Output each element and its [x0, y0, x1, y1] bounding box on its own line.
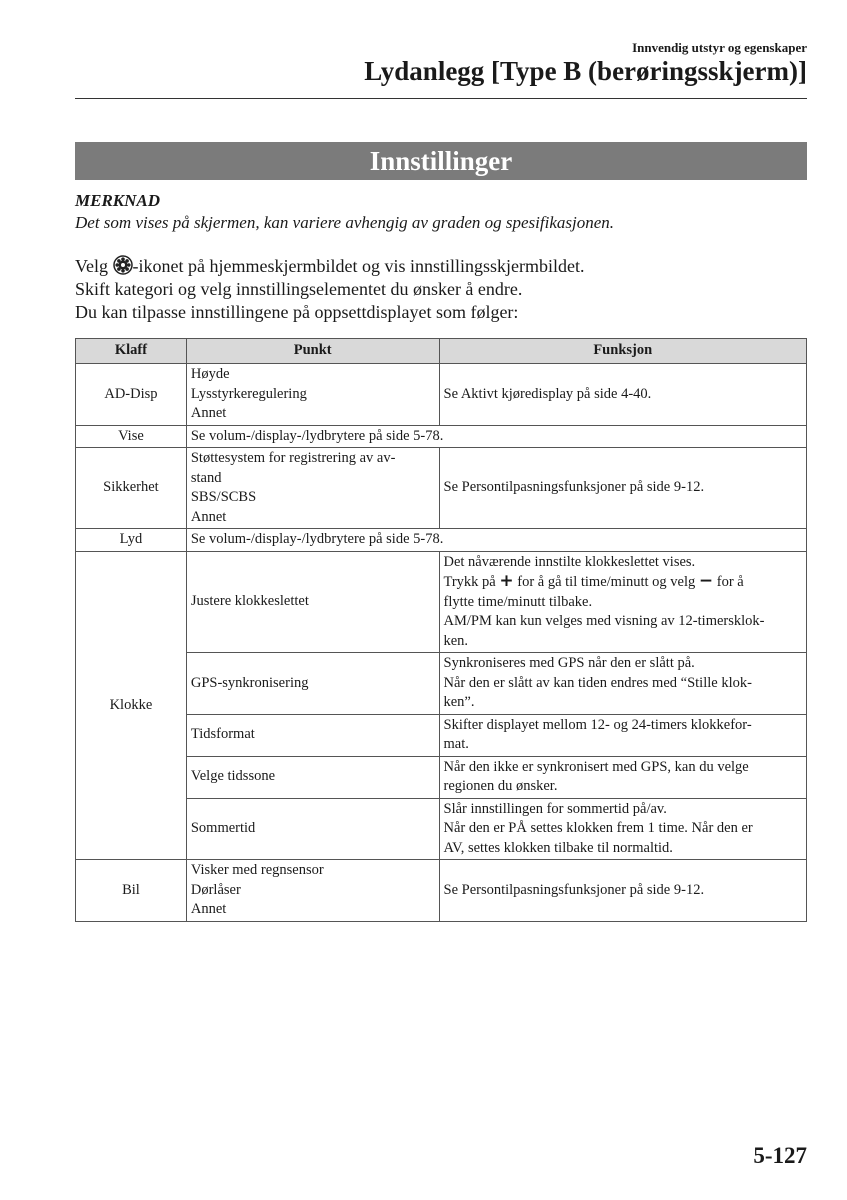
- header-funksjon: Funksjon: [439, 339, 807, 364]
- section-title-bar: Innstillinger: [75, 142, 807, 180]
- funksjon-line: AM/PM kan kun velges med visning av 12-timersklok-: [443, 613, 765, 629]
- intro-line-1-end: -ikonet på hjemmeskjermbildet og vis innstillingsskjermbildet.: [132, 256, 585, 276]
- punkt-cell: [186, 860, 439, 922]
- klaff-cell: Sikkerhet: [76, 448, 187, 529]
- funksjon-line: ken.: [443, 632, 469, 649]
- intro-line-2: Skift kategori og velg innstillingselementet du ønsker å endre.: [75, 279, 523, 299]
- table-row: [76, 425, 807, 448]
- table-row: [76, 448, 807, 529]
- settings-table: [75, 338, 807, 922]
- punkt-line: stand: [190, 469, 222, 486]
- note-text: Det som vises på skjermen, kan variere avhengig av graden og spesifikasjonen.: [75, 213, 615, 232]
- intro-line-3: Du kan tilpasse innstillingene på oppsettdisplayet som følger:: [75, 302, 519, 322]
- funksjon-cell: [439, 714, 807, 756]
- punkt-line: Lysstyrkeregulering: [190, 385, 307, 402]
- punkt-cell: [186, 364, 439, 426]
- funksjon-line: Skifter displayet mellom 12- og 24-timers klokkefor-: [443, 716, 752, 733]
- punkt-line: Dørlåser: [190, 881, 241, 898]
- punkt-line: Annet: [190, 405, 227, 421]
- klaff-cell: Vise: [76, 425, 187, 448]
- table-header-row: [76, 339, 807, 364]
- punkt-cell: [186, 448, 439, 529]
- klaff-cell: AD-Disp: [76, 364, 187, 426]
- intro-paragraph: [75, 255, 807, 324]
- punkt-cell: GPS-synkronisering: [186, 653, 439, 715]
- minus-icon: −: [698, 571, 714, 591]
- funksjon-line: AV, settes klokken tilbake til normaltid.: [443, 839, 673, 856]
- klaff-cell: Klokke: [76, 551, 187, 860]
- funksjon-line: Når den ikke er synkronisert med GPS, kan du velge: [443, 758, 749, 775]
- funksjon-line: flytte time/minutt tilbake.: [443, 593, 593, 610]
- funksjon-cell: [439, 798, 807, 860]
- settings-gear-icon: [113, 255, 133, 275]
- funksjon-line: [444, 572, 803, 593]
- funksjon-text: for å gå til time/minutt og velg: [513, 574, 699, 590]
- punkt-line: Støttesystem for registrering av av-: [190, 450, 396, 466]
- klaff-cell: Bil: [76, 860, 187, 922]
- funksjon-cell: Se Persontilpasningsfunksjoner på side 9-12.: [439, 860, 807, 922]
- funksjon-line: mat.: [443, 736, 469, 752]
- table-row: [76, 364, 807, 426]
- funksjon-cell: [439, 551, 807, 653]
- funksjon-line: Slår innstillingen for sommertid på/av.: [443, 800, 667, 817]
- punkt-cell: Velge tidssone: [186, 756, 439, 798]
- funksjon-cell: [439, 653, 807, 715]
- punkt-cell: Sommertid: [186, 798, 439, 860]
- merged-cell: Se volum-/display-/lydbrytere på side 5-78.: [186, 529, 806, 552]
- header-punkt: Punkt: [186, 339, 439, 364]
- page-number: 5-127: [753, 1143, 807, 1168]
- klaff-cell: Lyd: [76, 529, 187, 552]
- funksjon-line: ken”.: [443, 694, 475, 710]
- punkt-line: SBS/SCBS: [190, 489, 257, 505]
- plus-icon: +: [499, 571, 514, 591]
- chapter-heading: Innvendig utstyr og egenskaper: [632, 40, 807, 55]
- intro-line-1: [75, 255, 807, 278]
- intro-line-1-start: Velg: [75, 256, 113, 276]
- punkt-cell: Justere klokkeslettet: [186, 551, 439, 653]
- note-title: MERKNAD: [75, 191, 161, 210]
- funksjon-text: Trykk på: [443, 574, 500, 590]
- funksjon-line: Det nåværende innstilte klokkeslettet vises.: [443, 553, 696, 570]
- funksjon-cell: Se Aktivt kjøredisplay på side 4-40.: [439, 364, 807, 426]
- funksjon-line: Når den er PÅ settes klokken frem 1 time. Når den er: [443, 820, 753, 836]
- punkt-line: Visker med regnsensor: [190, 862, 324, 878]
- funksjon-cell: Se Persontilpasningsfunksjoner på side 9-12.: [439, 448, 807, 529]
- page-title: Lydanlegg [Type B (berøringsskjerm)]: [364, 56, 807, 86]
- funksjon-text: for å: [713, 574, 744, 590]
- header-divider: [75, 98, 807, 99]
- funksjon-line: regionen du ønsker.: [443, 778, 558, 794]
- table-row: [76, 551, 807, 653]
- header-klaff: Klaff: [76, 339, 187, 364]
- table-row: [76, 860, 807, 922]
- funksjon-line: Når den er slått av kan tiden endres med “Stille klok-: [443, 674, 752, 691]
- punkt-line: Annet: [190, 508, 227, 525]
- punkt-line: Høyde: [190, 366, 230, 382]
- punkt-cell: Tidsformat: [186, 714, 439, 756]
- table-row: [76, 529, 807, 552]
- punkt-line: Annet: [190, 901, 227, 917]
- merged-cell: Se volum-/display-/lydbrytere på side 5-78.: [186, 425, 806, 448]
- funksjon-cell: [439, 756, 807, 798]
- funksjon-line: Synkroniseres med GPS når den er slått på.: [443, 655, 695, 671]
